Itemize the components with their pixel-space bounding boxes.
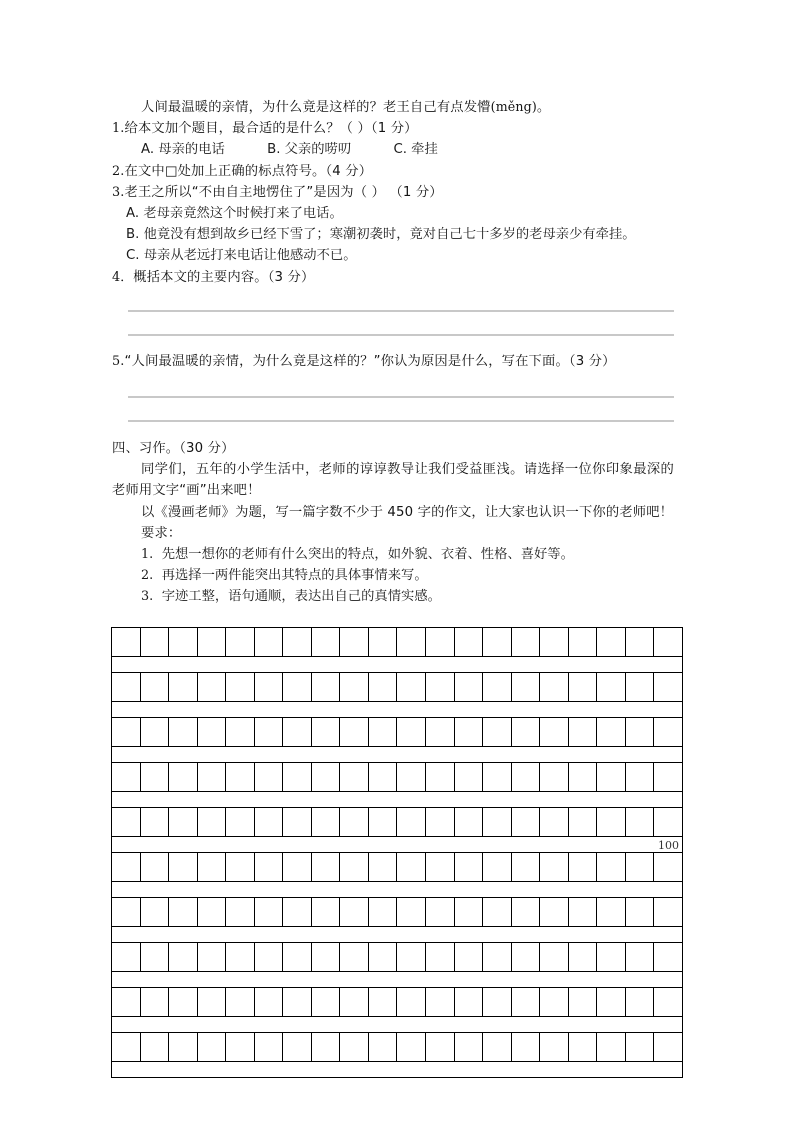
grid-cell[interactable] — [311, 988, 340, 1017]
grid-cell[interactable] — [483, 763, 512, 792]
grid-cell[interactable] — [112, 898, 141, 927]
grid-cell[interactable] — [368, 763, 397, 792]
grid-cell[interactable] — [426, 988, 455, 1017]
grid-cell[interactable] — [511, 808, 540, 837]
grid-cell[interactable] — [368, 853, 397, 882]
grid-cell[interactable] — [197, 628, 226, 657]
grid-spacer-cell — [112, 747, 683, 763]
grid-cell[interactable] — [283, 763, 312, 792]
grid-cell[interactable] — [340, 898, 369, 927]
grid-cell[interactable] — [254, 673, 283, 702]
requirement-3-text: 字迹工整，语句通顺，表达出自己的真情实感。 — [161, 589, 441, 605]
grid-cell[interactable] — [226, 943, 255, 972]
grid-cell[interactable] — [597, 1033, 626, 1062]
grid-spacer-cell — [112, 837, 683, 853]
grid-cell[interactable] — [311, 673, 340, 702]
grid-cell[interactable] — [454, 898, 483, 927]
grid-cell[interactable] — [197, 808, 226, 837]
grid-cell[interactable] — [568, 988, 597, 1017]
grid-cell[interactable] — [197, 988, 226, 1017]
grid-spacer-cell — [112, 882, 683, 898]
grid-cell[interactable] — [169, 628, 198, 657]
grid-cell[interactable] — [311, 763, 340, 792]
grid-row[interactable] — [112, 673, 683, 702]
grid-cell[interactable] — [226, 1033, 255, 1062]
question-5-stem — [112, 351, 674, 372]
grid-cell[interactable] — [483, 988, 512, 1017]
requirement-1-number: 1. — [141, 547, 154, 563]
grid-spacer-row — [112, 927, 683, 943]
grid-cell[interactable] — [483, 718, 512, 747]
grid-cell[interactable] — [254, 898, 283, 927]
grid-cell[interactable] — [426, 808, 455, 837]
composition-intro-2: 以《漫画老师》为题，写一篇字数不少于 450 字的作文，让大家也认识一下你的老师吧！ — [141, 504, 674, 520]
grid-cell[interactable] — [311, 718, 340, 747]
grid-cell[interactable] — [197, 853, 226, 882]
grid-row[interactable] — [112, 763, 683, 792]
grid-cell[interactable] — [597, 988, 626, 1017]
question-3-option-b[interactable]: B. 他竟没有想到故乡已经下雪了；寒潮初袭时，竟对自己七十多岁的老母亲少有牵挂。 — [126, 227, 636, 243]
grid-cell[interactable] — [568, 1033, 597, 1062]
grid-cell[interactable] — [540, 943, 569, 972]
requirement-2-number: 2. — [141, 568, 154, 584]
grid-cell[interactable] — [454, 1033, 483, 1062]
passage-tail-punct: 。 — [536, 100, 551, 115]
grid-cell[interactable] — [654, 628, 683, 657]
grid-cell[interactable] — [112, 808, 141, 837]
grid-cell[interactable] — [112, 673, 141, 702]
grid-cell[interactable] — [254, 718, 283, 747]
grid-row[interactable] — [112, 808, 683, 837]
grid-cell[interactable] — [340, 808, 369, 837]
answer-gap — [112, 312, 674, 334]
grid-spacer-cell — [112, 972, 683, 988]
question-1-options — [112, 139, 674, 160]
composition-grid-wrapper — [111, 627, 683, 1078]
grid-cell[interactable] — [254, 808, 283, 837]
question-1-option-a[interactable]: A. 母亲的电话 — [141, 142, 225, 158]
composition-heading: 四、习作。（30 分） — [112, 441, 235, 457]
grid-cell[interactable] — [197, 943, 226, 972]
grid-cell[interactable] — [226, 763, 255, 792]
grid-cell[interactable] — [140, 988, 169, 1017]
grid-cell[interactable] — [112, 718, 141, 747]
question-1-option-b[interactable]: B. 父亲的唠叨 — [267, 142, 352, 158]
grid-cell[interactable] — [169, 898, 198, 927]
grid-cell[interactable] — [426, 628, 455, 657]
composition-grid[interactable] — [111, 627, 683, 1078]
grid-cell[interactable] — [511, 853, 540, 882]
grid-cell[interactable] — [197, 1033, 226, 1062]
grid-cell[interactable] — [197, 718, 226, 747]
grid-spacer-row — [112, 702, 683, 718]
grid-cell[interactable] — [483, 673, 512, 702]
grid-cell[interactable] — [454, 673, 483, 702]
grid-cell[interactable] — [483, 1033, 512, 1062]
grid-row[interactable] — [112, 853, 683, 882]
composition-intro-1: 同学们，五年的小学生活中，老师的谆谆教导让我们受益匪浅。请选择一位你印象最深的老师用文字“画”出来吧！ — [112, 462, 674, 499]
grid-cell[interactable] — [597, 808, 626, 837]
grid-cell[interactable] — [368, 718, 397, 747]
grid-cell[interactable] — [283, 1033, 312, 1062]
grid-cell[interactable] — [568, 943, 597, 972]
grid-cell[interactable] — [511, 988, 540, 1017]
grid-spacer-cell — [112, 657, 683, 673]
grid-row[interactable] — [112, 988, 683, 1017]
grid-cell[interactable] — [368, 628, 397, 657]
grid-cell[interactable] — [311, 1033, 340, 1062]
grid-cell[interactable] — [340, 628, 369, 657]
grid-cell[interactable] — [654, 718, 683, 747]
grid-cell[interactable] — [311, 808, 340, 837]
grid-cell[interactable] — [226, 853, 255, 882]
grid-cell[interactable] — [540, 718, 569, 747]
requirement-1-text: 先想一想你的老师有什么突出的特点，如外貌、衣着、性格、喜好等。 — [161, 547, 574, 563]
grid-cell[interactable] — [597, 673, 626, 702]
grid-cell[interactable] — [625, 808, 654, 837]
grid-cell[interactable] — [169, 988, 198, 1017]
grid-cell[interactable] — [283, 673, 312, 702]
grid-cell[interactable] — [426, 898, 455, 927]
requirement-3-number: 3. — [141, 589, 154, 605]
section-gap — [112, 336, 674, 351]
question-2-stem — [112, 161, 674, 182]
question-1-option-c[interactable]: C. 牵挂 — [393, 142, 438, 158]
grid-cell[interactable] — [568, 628, 597, 657]
grid-cell[interactable] — [625, 673, 654, 702]
grid-row[interactable] — [112, 943, 683, 972]
grid-cell[interactable] — [511, 718, 540, 747]
grid-cell[interactable] — [283, 853, 312, 882]
reading-section — [112, 96, 674, 608]
grid-cell[interactable] — [140, 673, 169, 702]
answer-gap — [112, 372, 674, 396]
grid-cell[interactable] — [540, 1033, 569, 1062]
grid-cell[interactable] — [283, 943, 312, 972]
grid-spacer-row — [112, 792, 683, 808]
grid-cell[interactable] — [283, 808, 312, 837]
grid-spacer-row — [112, 657, 683, 673]
grid-cell[interactable] — [140, 808, 169, 837]
grid-cell[interactable] — [397, 1033, 426, 1062]
grid-cell[interactable] — [597, 853, 626, 882]
question-2-number: 2. — [112, 163, 125, 179]
grid-cell[interactable] — [597, 898, 626, 927]
grid-cell[interactable] — [340, 763, 369, 792]
grid-cell[interactable] — [254, 853, 283, 882]
grid-cell[interactable] — [511, 898, 540, 927]
grid-cell[interactable] — [483, 898, 512, 927]
grid-spacer-row — [112, 1017, 683, 1033]
grid-cell[interactable] — [283, 718, 312, 747]
grid-cell[interactable] — [454, 853, 483, 882]
grid-cell[interactable] — [511, 628, 540, 657]
grid-spacer-row — [112, 747, 683, 763]
grid-cell[interactable] — [540, 853, 569, 882]
grid-cell[interactable] — [112, 628, 141, 657]
grid-cell[interactable] — [597, 628, 626, 657]
requirement-item-1 — [112, 544, 674, 565]
grid-cell[interactable] — [625, 988, 654, 1017]
grid-cell[interactable] — [511, 943, 540, 972]
grid-cell[interactable] — [226, 718, 255, 747]
grid-spacer-cell — [112, 702, 683, 718]
grid-cell[interactable] — [254, 988, 283, 1017]
grid-cell[interactable] — [311, 898, 340, 927]
grid-cell[interactable] — [368, 943, 397, 972]
grid-cell[interactable] — [454, 628, 483, 657]
grid-cell[interactable] — [169, 853, 198, 882]
grid-cell[interactable] — [483, 853, 512, 882]
grid-cell[interactable] — [654, 1033, 683, 1062]
question-3-number: 3. — [112, 184, 125, 200]
grid-cell[interactable] — [654, 988, 683, 1017]
grid-cell[interactable] — [340, 988, 369, 1017]
grid-cell[interactable] — [625, 718, 654, 747]
passage-tail-line — [112, 96, 674, 118]
grid-cell[interactable] — [454, 808, 483, 837]
question-2-text: 在文中□处加上正确的标点符号。（4 分） — [124, 163, 373, 179]
grid-cell[interactable] — [254, 628, 283, 657]
requirement-2-text: 再选择一两件能突出其特点的具体事情来写。 — [161, 568, 428, 584]
section-gap — [112, 422, 674, 438]
grid-cell[interactable] — [597, 718, 626, 747]
grid-cell[interactable] — [197, 673, 226, 702]
grid-cell[interactable] — [226, 808, 255, 837]
grid-cell[interactable] — [254, 763, 283, 792]
grid-cell[interactable] — [540, 898, 569, 927]
grid-cell[interactable] — [654, 898, 683, 927]
grid-cell[interactable] — [112, 853, 141, 882]
grid-cell[interactable] — [454, 988, 483, 1017]
grid-cell[interactable] — [311, 853, 340, 882]
grid-cell[interactable] — [597, 943, 626, 972]
grid-cell[interactable] — [454, 763, 483, 792]
question-5-text: “人间最温暖的亲情，为什么竟是这样的？”你认为原因是什么，写在下面。（3 分） — [124, 353, 616, 369]
grid-cell[interactable] — [625, 763, 654, 792]
grid-spacer-cell — [112, 792, 683, 808]
answer-gap — [112, 288, 674, 310]
grid-spacer-cell — [112, 927, 683, 943]
grid-cell[interactable] — [368, 898, 397, 927]
grid-cell[interactable] — [368, 988, 397, 1017]
grid-count-marker: 100 — [658, 839, 679, 852]
question-3-text: 老王之所以“不由自主地愣住了”是因为（ ） （1 分） — [124, 184, 443, 200]
grid-spacer-cell — [112, 1062, 683, 1078]
grid-cell[interactable] — [654, 853, 683, 882]
grid-cell[interactable] — [625, 943, 654, 972]
grid-cell[interactable] — [568, 763, 597, 792]
composition-requirements-label: 要求： — [141, 525, 182, 541]
grid-cell[interactable] — [597, 763, 626, 792]
grid-cell[interactable] — [340, 718, 369, 747]
grid-cell[interactable] — [140, 628, 169, 657]
grid-cell[interactable] — [397, 898, 426, 927]
grid-row[interactable] — [112, 898, 683, 927]
requirement-item-2 — [112, 565, 674, 586]
grid-cell[interactable] — [426, 1033, 455, 1062]
grid-cell[interactable] — [169, 673, 198, 702]
grid-cell[interactable] — [112, 763, 141, 792]
grid-cell[interactable] — [311, 943, 340, 972]
grid-cell[interactable] — [140, 763, 169, 792]
grid-cell[interactable] — [426, 943, 455, 972]
grid-cell[interactable] — [397, 853, 426, 882]
grid-cell[interactable] — [625, 1033, 654, 1062]
grid-cell[interactable] — [140, 898, 169, 927]
grid-cell[interactable] — [454, 943, 483, 972]
grid-cell[interactable] — [112, 988, 141, 1017]
grid-cell[interactable] — [140, 718, 169, 747]
question-3-option-c[interactable]: C. 母亲从老远打来电话让他感动不已。 — [126, 248, 357, 264]
grid-cell[interactable] — [483, 943, 512, 972]
grid-cell[interactable] — [169, 718, 198, 747]
grid-cell[interactable] — [340, 853, 369, 882]
grid-cell[interactable] — [397, 808, 426, 837]
grid-cell[interactable] — [426, 763, 455, 792]
grid-cell[interactable] — [169, 1033, 198, 1062]
grid-cell[interactable] — [169, 763, 198, 792]
grid-cell[interactable] — [540, 763, 569, 792]
grid-row[interactable] — [112, 718, 683, 747]
grid-cell[interactable] — [340, 1033, 369, 1062]
grid-row[interactable] — [112, 628, 683, 657]
grid-cell[interactable] — [625, 898, 654, 927]
question-1-number: 1. — [112, 121, 125, 137]
requirement-item-3 — [112, 586, 674, 607]
grid-spacer-row — [112, 972, 683, 988]
question-4-stem — [112, 267, 674, 288]
grid-spacer-row — [112, 837, 683, 853]
grid-spacer-row — [112, 882, 683, 898]
question-4-text: 概括本文的主要内容。（3 分） — [133, 269, 315, 285]
question-3-option-a[interactable]: A. 老母亲竟然这个时候打来了电话。 — [126, 206, 343, 222]
grid-cell[interactable] — [254, 943, 283, 972]
grid-cell[interactable] — [283, 898, 312, 927]
question-1-text: 给本文加个题目，最合适的是什么？（ ）（1 分） — [124, 121, 418, 137]
passage-tail-text: 人间最温暖的亲情，为什么竟是这样的？老王自己有点发懵 — [141, 100, 491, 115]
grid-cell[interactable] — [568, 673, 597, 702]
grid-cell[interactable] — [426, 853, 455, 882]
grid-cell[interactable] — [511, 1033, 540, 1062]
grid-cell[interactable] — [540, 808, 569, 837]
grid-cell[interactable] — [540, 673, 569, 702]
grid-cell[interactable] — [397, 943, 426, 972]
question-5-number: 5. — [112, 353, 125, 369]
grid-cell[interactable] — [197, 763, 226, 792]
grid-cell[interactable] — [426, 718, 455, 747]
grid-cell[interactable] — [654, 763, 683, 792]
grid-cell[interactable] — [140, 1033, 169, 1062]
grid-cell[interactable] — [568, 718, 597, 747]
grid-cell[interactable] — [483, 628, 512, 657]
grid-cell[interactable] — [283, 628, 312, 657]
grid-cell[interactable] — [140, 943, 169, 972]
grid-cell[interactable] — [483, 808, 512, 837]
grid-cell[interactable] — [140, 853, 169, 882]
grid-cell[interactable] — [397, 673, 426, 702]
grid-cell[interactable] — [568, 808, 597, 837]
grid-cell[interactable] — [654, 808, 683, 837]
grid-cell[interactable] — [397, 763, 426, 792]
grid-cell[interactable] — [397, 988, 426, 1017]
grid-cell[interactable] — [226, 898, 255, 927]
grid-cell[interactable] — [226, 628, 255, 657]
grid-cell[interactable] — [169, 808, 198, 837]
grid-cell[interactable] — [226, 673, 255, 702]
grid-cell[interactable] — [340, 673, 369, 702]
grid-cell[interactable] — [568, 853, 597, 882]
grid-cell[interactable] — [654, 673, 683, 702]
grid-cell[interactable] — [511, 673, 540, 702]
grid-cell[interactable] — [283, 988, 312, 1017]
grid-cell[interactable] — [540, 988, 569, 1017]
grid-spacer-row — [112, 1062, 683, 1078]
grid-cell[interactable] — [397, 718, 426, 747]
grid-cell[interactable] — [197, 898, 226, 927]
grid-cell[interactable] — [368, 808, 397, 837]
grid-cell[interactable] — [654, 943, 683, 972]
grid-cell[interactable] — [568, 898, 597, 927]
grid-cell[interactable] — [625, 628, 654, 657]
grid-cell[interactable] — [625, 853, 654, 882]
pinyin-annotation: (měng) — [490, 99, 537, 114]
grid-cell[interactable] — [169, 943, 198, 972]
grid-cell[interactable] — [397, 628, 426, 657]
grid-cell[interactable] — [368, 673, 397, 702]
grid-cell[interactable] — [511, 763, 540, 792]
grid-cell[interactable] — [226, 988, 255, 1017]
grid-spacer-cell — [112, 1017, 683, 1033]
question-4-number: 4． — [112, 269, 134, 285]
question-3-stem — [112, 182, 674, 203]
question-1-stem — [112, 118, 674, 139]
grid-cell[interactable] — [454, 718, 483, 747]
grid-cell[interactable] — [540, 628, 569, 657]
grid-cell[interactable] — [112, 1033, 141, 1062]
grid-cell[interactable] — [311, 628, 340, 657]
grid-row[interactable] — [112, 1033, 683, 1062]
grid-cell[interactable] — [340, 943, 369, 972]
grid-cell[interactable] — [112, 943, 141, 972]
answer-gap — [112, 398, 674, 420]
grid-cell[interactable] — [426, 673, 455, 702]
grid-cell[interactable] — [254, 1033, 283, 1062]
grid-cell[interactable] — [368, 1033, 397, 1062]
